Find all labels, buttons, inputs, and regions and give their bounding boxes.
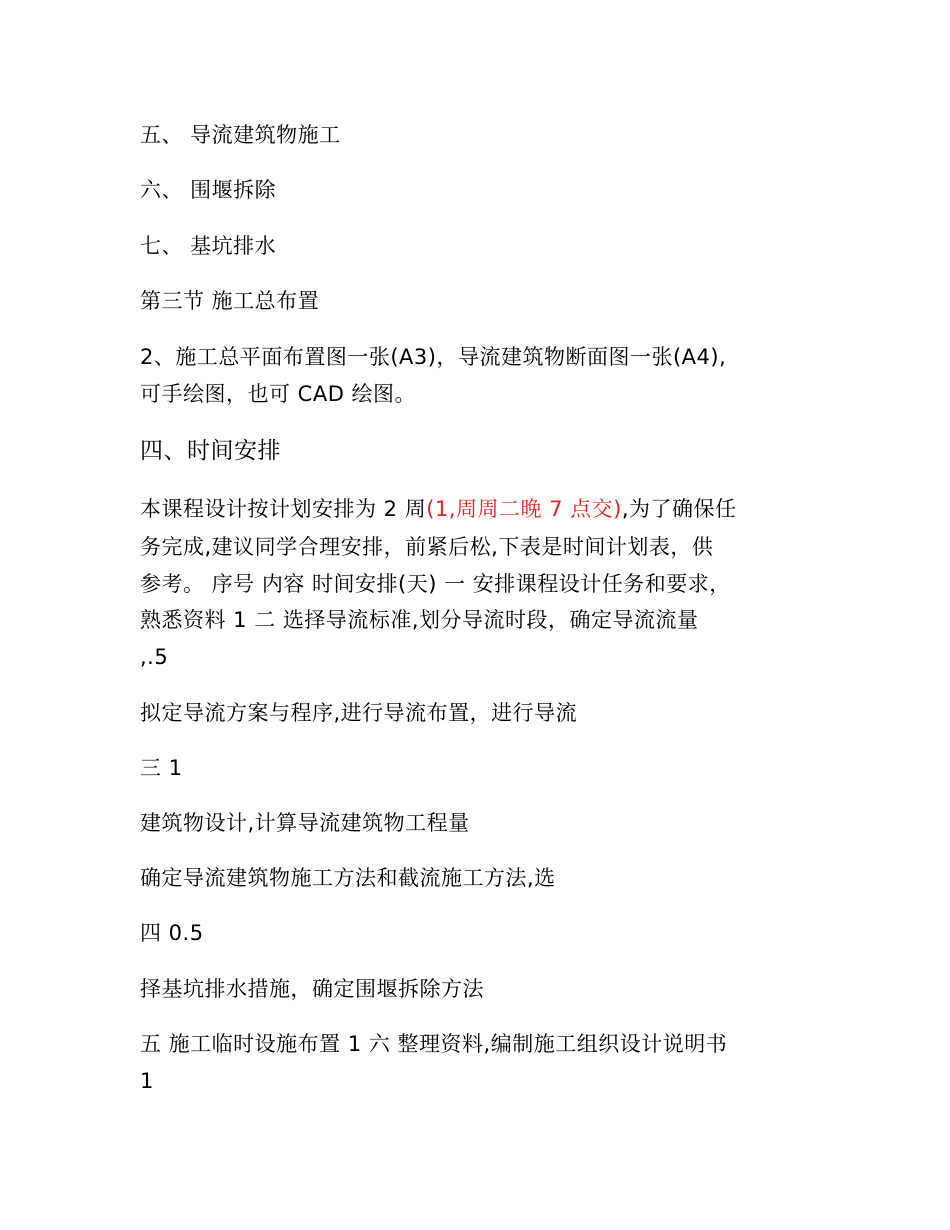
schedule-item-five-six: 五 施工临时设施布置 1 六 整理资料,编制施工组织设计说明书 xyxy=(140,1032,728,1056)
schedule-paragraph-line-2: 务完成,建议同学合理安排，前紧后松,下表是时间计划表，供 xyxy=(140,535,714,559)
schedule-item-building-design: 建筑物设计,计算导流建筑物工程量 xyxy=(140,811,470,835)
item-seven-pit-drainage: 七、 基坑排水 xyxy=(140,234,277,258)
schedule-item-four-duration: 四 0.5 xyxy=(140,921,204,945)
schedule-paragraph-line-5: ,.5 xyxy=(140,645,169,669)
schedule-item-three-duration: 三 1 xyxy=(140,756,183,780)
item-five-diversion-construction: 五、 导流建筑物施工 xyxy=(140,123,341,147)
deadline-highlight: (1,周周二晚 7 点交) xyxy=(426,497,622,521)
schedule-paragraph-line-4: 熟悉资料 1 二 选择导流标准,划分导流时段，确定导流流量 xyxy=(140,608,699,632)
schedule-item-drainage-measures: 择基坑排水措施，确定围堰拆除方法 xyxy=(140,977,484,1001)
item-six-cofferdam-removal: 六、 围堰拆除 xyxy=(140,178,277,202)
schedule-prefix: 本课程设计按计划安排为 2 周 xyxy=(140,497,427,521)
schedule-paragraph-line-1 xyxy=(140,494,737,524)
schedule-paragraph-line-3: 参考。 序号 内容 时间安排(天) 一 安排课程设计任务和要求， xyxy=(140,572,731,596)
schedule-item-diversion-plan: 拟定导流方案与程序,进行导流布置，进行导流 xyxy=(140,701,578,725)
drawing-requirement-line-1: 2、施工总平面布置图一张(A3)，导流建筑物断面图一张(A4), xyxy=(140,345,727,369)
drawing-requirement-line-2: 可手绘图，也可 CAD 绘图。 xyxy=(140,382,417,406)
schedule-suffix: ,为了确保任 xyxy=(621,497,737,521)
time-schedule-heading: 四、时间安排 xyxy=(140,438,281,464)
schedule-item-six-duration: 1 xyxy=(140,1069,154,1093)
section-three-title: 第三节 施工总布置 xyxy=(140,289,320,313)
schedule-item-construction-method: 确定导流建筑物施工方法和截流施工方法,选 xyxy=(140,866,556,890)
